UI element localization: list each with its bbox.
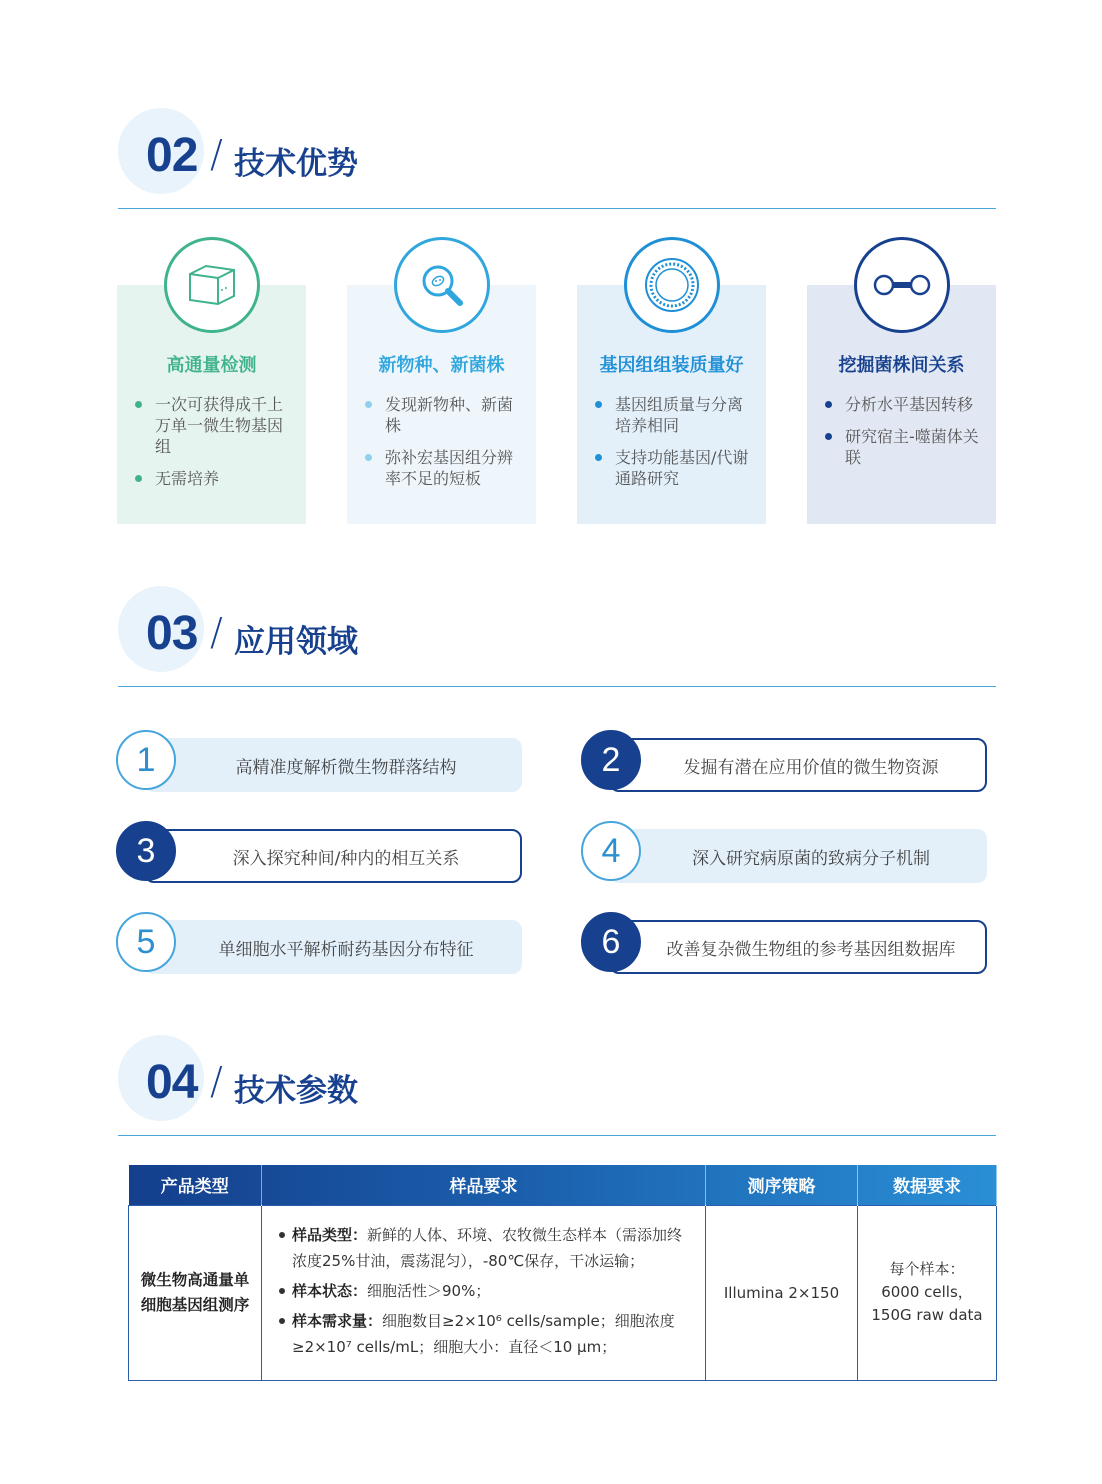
application-item-2 [581, 730, 989, 792]
section-divider [118, 208, 996, 209]
section-number: 02 [146, 129, 198, 182]
application-item-5 [116, 912, 524, 974]
application-number: 2 [581, 730, 641, 790]
section-header-parameters [118, 1035, 996, 1145]
column-header: 数据要求 [858, 1165, 997, 1205]
data-requirement-cell [858, 1205, 997, 1380]
table-header-row [129, 1165, 997, 1205]
data-line: 6000 cells， [881, 1283, 973, 1301]
application-number: 3 [116, 821, 176, 881]
application-text: 改善复杂微生物组的参考基因组数据库 [609, 920, 987, 974]
application-text: 深入研究病原菌的致病分子机制 [609, 829, 987, 883]
advantage-point: 发现新物种、新菌株 [363, 394, 524, 436]
instrument-box-icon [164, 237, 260, 333]
section-divider [118, 686, 996, 687]
advantage-title: 基因组组装质量好 [599, 355, 744, 376]
section-header-advantages [118, 108, 996, 218]
requirement-item [278, 1308, 691, 1360]
advantage-point: 分析水平基因转移 [823, 394, 984, 415]
section-slash: / [210, 132, 223, 176]
section-title: 技术优势 [234, 146, 358, 182]
column-header: 产品类型 [129, 1165, 262, 1205]
advantage-card-high-throughput [117, 285, 306, 524]
section-divider [118, 1135, 996, 1136]
application-number: 1 [116, 730, 176, 790]
data-line: 每个样本： [889, 1260, 965, 1278]
advantage-title: 高通量检测 [166, 355, 257, 376]
application-item-6 [581, 912, 989, 974]
section-header-applications [118, 586, 996, 696]
link-icon [854, 237, 950, 333]
genome-ring-icon [624, 237, 720, 333]
section-slash: / [210, 610, 223, 654]
requirement-label: 样本状态： [292, 1281, 368, 1300]
requirement-item [278, 1222, 691, 1274]
parameters-table [128, 1165, 997, 1381]
section-number: 03 [146, 607, 198, 660]
application-text: 发掘有潜在应用价值的微生物资源 [609, 738, 987, 792]
requirement-text: 细胞活性＞90%； [367, 1281, 491, 1300]
application-item-1 [116, 730, 524, 792]
section-title: 应用领域 [234, 624, 358, 660]
section-number: 04 [146, 1056, 198, 1109]
requirement-label: 样品类型： [292, 1225, 368, 1244]
application-number: 5 [116, 912, 176, 972]
section-slash: / [210, 1059, 223, 1103]
table-row [129, 1205, 997, 1380]
advantage-point: 支持功能基因/代谢通路研究 [593, 447, 754, 489]
requirement-item [278, 1278, 691, 1304]
sample-requirements-cell [262, 1205, 706, 1380]
advantage-points [133, 394, 294, 500]
advantage-card-strain-relations [807, 285, 996, 524]
advantage-title: 新物种、新菌株 [378, 355, 505, 376]
advantage-point: 弥补宏基因组分辨率不足的短板 [363, 447, 524, 489]
advantage-title: 挖掘菌株间关系 [838, 355, 965, 376]
section-title: 技术参数 [234, 1073, 358, 1109]
magnifier-bacteria-icon [394, 237, 490, 333]
advantage-points [823, 394, 984, 479]
application-text: 高精准度解析微生物群落结构 [144, 738, 522, 792]
advantage-card-new-species [347, 285, 536, 524]
advantage-points [593, 394, 754, 500]
advantage-card-genome-assembly [577, 285, 766, 524]
data-line: 150G raw data [871, 1306, 983, 1324]
application-text: 深入探究种间/种内的相互关系 [144, 829, 522, 883]
application-item-4 [581, 821, 989, 883]
requirement-text: 新鲜的人体、环境、农牧微生态样本（需添加终浓度25%甘油，震荡混匀），-80℃保存，干冰运输； [292, 1225, 683, 1270]
requirement-text: 细胞数目≥2×10⁶ cells/sample；细胞浓度≥2×10⁷ cells/mL；细胞大小：直径＜10 μm； [292, 1311, 675, 1356]
product-type-cell: 微生物高通量单细胞基因组测序 [129, 1205, 262, 1380]
requirement-label: 样本需求量： [292, 1311, 383, 1330]
column-header: 样品要求 [262, 1165, 706, 1205]
column-header: 测序策略 [706, 1165, 858, 1205]
advantage-point: 研究宿主-噬菌体关联 [823, 426, 984, 468]
application-text: 单细胞水平解析耐药基因分布特征 [144, 920, 522, 974]
advantage-point: 无需培养 [133, 468, 294, 489]
advantage-point: 基因组质量与分离培养相同 [593, 394, 754, 436]
application-item-3 [116, 821, 524, 883]
application-number: 6 [581, 912, 641, 972]
advantage-point: 一次可获得成千上万单一微生物基因组 [133, 394, 294, 457]
advantage-points [363, 394, 524, 500]
sequencing-strategy-cell: Illumina 2×150 [706, 1205, 858, 1380]
application-number: 4 [581, 821, 641, 881]
